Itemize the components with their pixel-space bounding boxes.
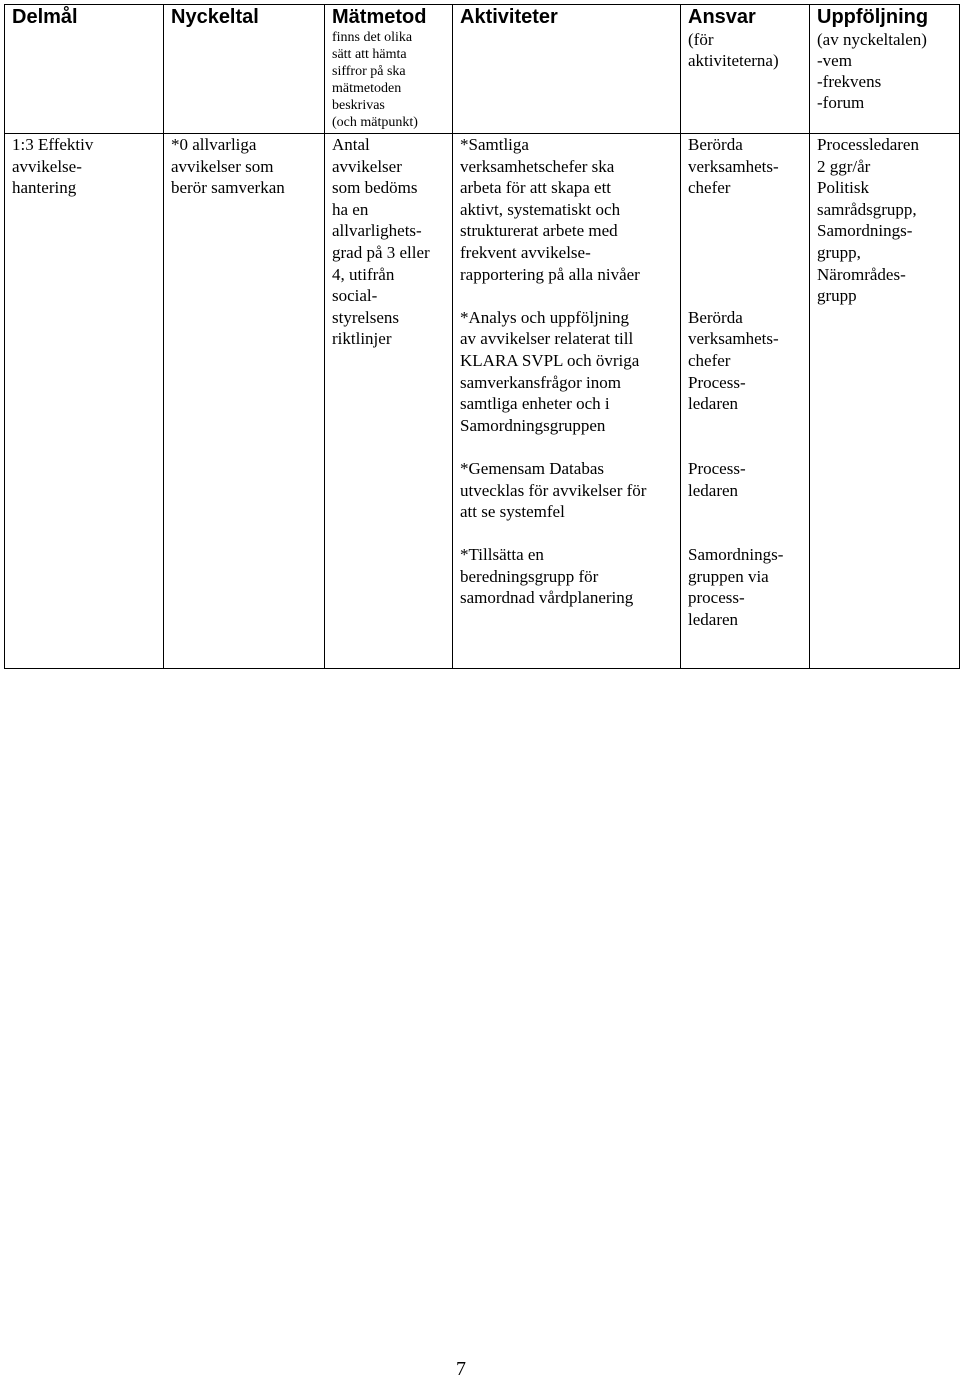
nyckeltal-line: avvikelser som [171,156,274,176]
activity-line: *Samtliga [460,135,529,154]
responsible-line: Process- [688,458,746,478]
table-row [5,134,960,669]
header-ansvar-note: aktiviteterna) [688,51,779,70]
activity-line: rapportering på alla nivåer [460,264,640,284]
activity-line: utvecklas för avvikelser för [460,480,647,500]
matmetod-line: social- [332,286,378,306]
responsible-item [688,307,802,415]
followup-line: Närområdes- [817,264,906,284]
cell-aktiviteter [453,134,681,669]
cell-matmetod [325,134,453,669]
header-uppfoljning-title: Uppföljning [817,6,929,28]
header-ansvar [681,5,810,134]
matmetod-line: riktlinjer [332,329,392,349]
cell-delmal [5,134,164,669]
followup-line: grupp, [817,242,861,262]
followup-line: Processledaren [817,135,919,154]
followup-line: samrådsgrupp, [817,199,917,219]
responsible-line: chefer [688,350,731,370]
activity-line: *Tillsätta en [460,545,544,565]
matmetod-line: avvikelser [332,156,402,176]
activity-line: frekvent avvikelse- [460,242,591,262]
header-matmetod-note: finns det olika [332,30,413,45]
activity-line: beredningsgrupp för [460,566,599,586]
matmetod-line: Antal [332,135,370,154]
matmetod-line: som bedöms [332,178,418,198]
responsible-line: process- [688,588,745,608]
matmetod-line: 4, utifrån [332,264,395,284]
header-delmal-title: Delmål [12,6,78,28]
header-uppfoljning-note: -vem [817,51,852,70]
matmetod-line: styrelsens [332,307,400,327]
responsible-line: Samordnings- [688,545,784,565]
header-delmal [5,5,164,134]
followup-line: Samordnings- [817,221,913,241]
header-aktiviteter-title: Aktiviteter [460,6,558,28]
responsible-item [688,134,802,199]
followup-line: 2 ggr/år [817,156,871,176]
activity-line: strukturerat arbete med [460,221,618,241]
objectives-table [4,4,960,669]
delmal-line: hantering [12,178,77,198]
cell-uppfoljning [810,134,960,669]
responsible-line: ledaren [688,394,739,414]
responsible-line: Process- [688,372,746,392]
responsible-line: gruppen via [688,566,769,586]
header-ansvar-title: Ansvar [688,6,756,28]
header-matmetod-note: mätmetoden [332,81,402,96]
responsible-line: ledaren [688,610,739,630]
activity-item [460,544,673,609]
header-nyckeltal [164,5,325,134]
activity-line: att se systemfel [460,502,565,522]
responsible-line: verksamhets- [688,156,779,176]
header-matmetod-note: sätt att hämta [332,47,407,62]
activity-line: Samordningsgruppen [460,415,606,435]
responsible-item [688,458,802,501]
header-uppfoljning-note: -frekvens [817,72,882,91]
activity-line: av avvikelser relaterat till [460,329,634,349]
nyckeltal-line: *0 allvarliga [171,135,257,154]
activity-line: *Analys och uppföljning [460,307,630,327]
header-row [5,5,960,134]
header-aktiviteter [453,5,681,134]
delmal-line: 1:3 Effektiv [12,135,94,154]
header-matmetod-note: siffror på ska [332,64,406,79]
nyckeltal-line: berör samverkan [171,178,285,198]
header-uppfoljning-note: -forum [817,93,865,112]
cell-ansvar [681,134,810,669]
header-matmetod-title: Mätmetod [332,6,427,28]
header-matmetod-note: (och mätpunkt) [332,115,418,130]
responsible-line: verksamhets- [688,329,779,349]
activity-item [460,134,673,285]
matmetod-line: grad på 3 eller [332,242,430,262]
responsible-line: chefer [688,178,731,198]
header-ansvar-note: (för [688,30,714,49]
cell-nyckeltal [164,134,325,669]
activity-line: *Gemensam Databas [460,458,604,478]
activity-line: samverkansfrågor inom [460,372,621,392]
activity-line: arbeta för att skapa ett [460,178,612,198]
activity-line: samordnad vårdplanering [460,588,634,608]
activity-line: aktivt, systematiskt och [460,199,621,219]
activity-item [460,458,673,523]
delmal-line: avvikelse- [12,156,82,176]
matmetod-line: ha en [332,199,369,219]
responsible-item [688,544,802,630]
followup-line: grupp [817,286,857,306]
activity-line: KLARA SVPL och övriga [460,350,640,370]
followup-line: Politisk [817,178,869,198]
activity-line: verksamhetschefer ska [460,156,615,176]
page-number: 7 [456,1358,466,1380]
activity-item [460,307,673,437]
header-uppfoljning-note: (av nyckeltalen) [817,30,927,49]
header-uppfoljning [810,5,960,134]
responsible-line: Berörda [688,135,743,154]
responsible-line: Berörda [688,307,743,327]
matmetod-line: allvarlighets- [332,221,422,241]
header-matmetod-note: beskrivas [332,98,385,113]
activity-line: samtliga enheter och i [460,394,610,414]
responsible-line: ledaren [688,480,739,500]
header-matmetod [325,5,453,134]
header-nyckeltal-title: Nyckeltal [171,6,259,28]
